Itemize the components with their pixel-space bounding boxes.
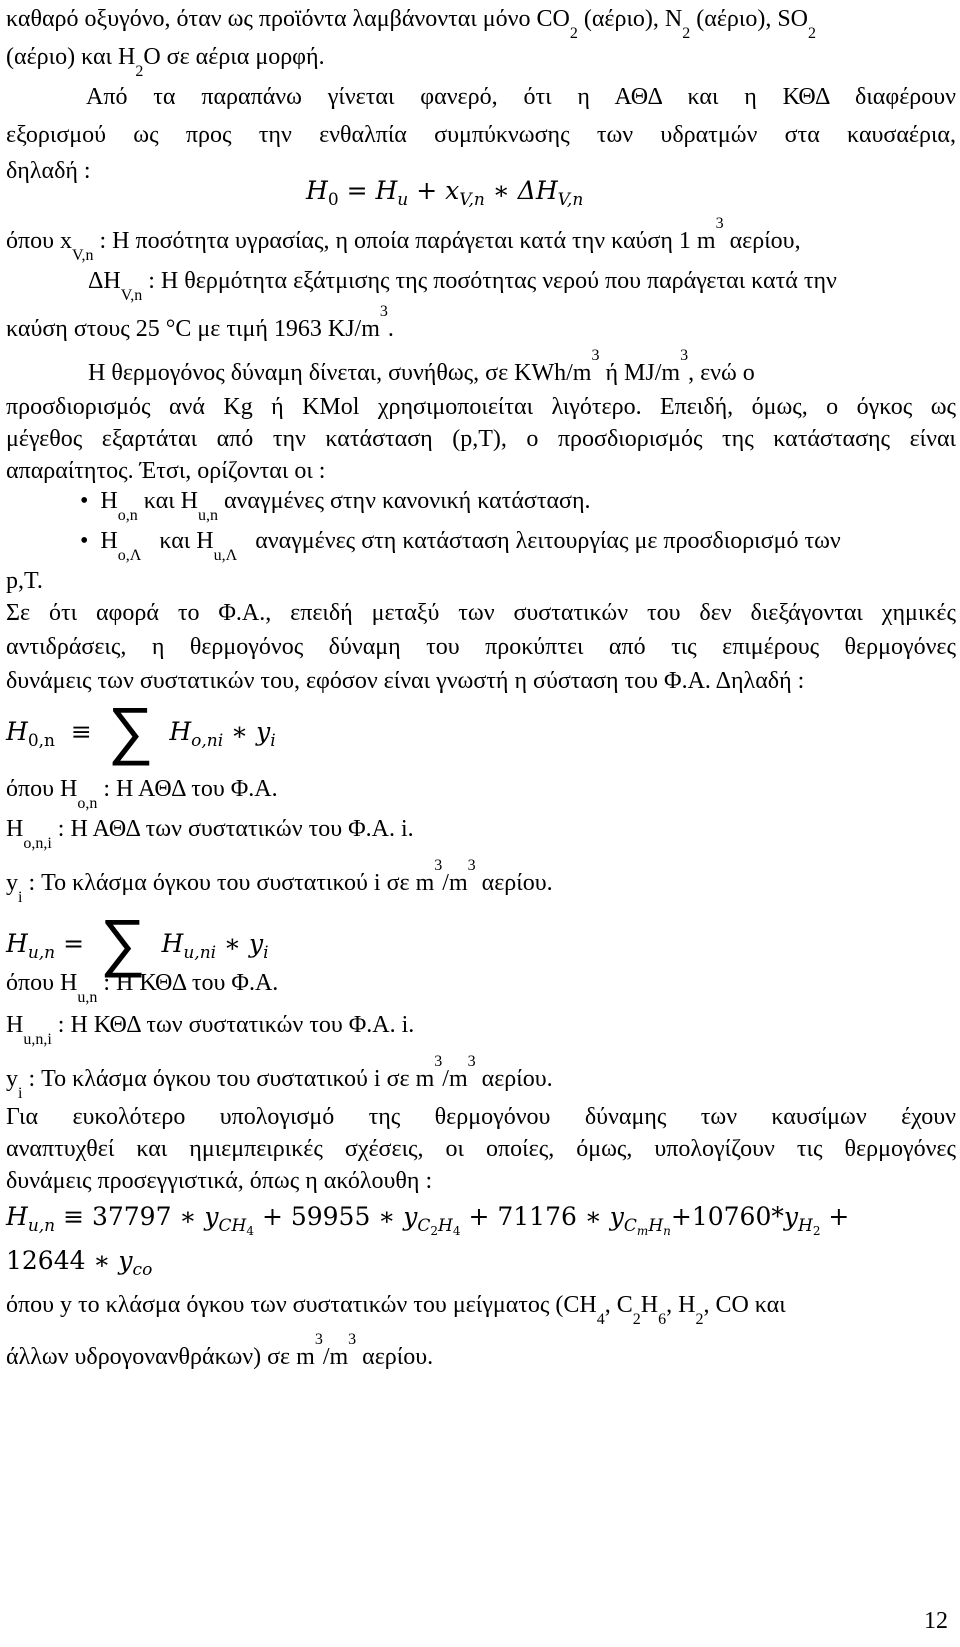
text-line: καύση στους 25 °C με τιμή 1963 $KJ/m^3$. [6,303,394,342]
text-line: άλλων υδρογονανθράκων) σε $m^3/m^3$ αερίου. [6,1331,434,1370]
equation-h0n: $H_{0,n}$ ≡ ∑ $H_{o,ni}$ ∗ $y_i$ [6,694,276,768]
text-line: εξορισμού ως προς την ενθαλπία συμπύκνωσης των υδρατμών στα καυσαέρια, [6,122,956,148]
text-line: μέγεθος εξαρτάται από την κατάσταση (p,T), ο προσδιορισμός της κατάστασης είναι [6,426,956,452]
text-line: καθαρό οξυγόνο, όταν ως προϊόντα λαμβάνονται μόνο $CO_2$ (αέριο), $N_2$ (αέριο), $SO_2$ [6,6,816,42]
text-line: προσδιορισμός ανά Kg ή KMol χρησιμοποιείται λιγότερο. Επειδή, όμως, ο όγκος ως [6,394,956,420]
text-line: Σε ότι αφορά το Φ.Α., επειδή μεταξύ των συστατικών του δεν διεξάγονται χημικές [6,600,956,626]
page-number: 12 [924,1608,948,1634]
text-line: Για ευκολότερο υπολογισμό της θερμογόνου δύναμης των καυσίμων έχουν [6,1104,956,1130]
equation-hun-approx: $H_{u,n} \equiv 37797$ ∗ $y_{CH_4} + 59955$ ∗ $y_{C_2H_4} + 71176$ ∗ $y_{C_mH_n}+10760*y_{H_2}$ + [6,1202,850,1238]
text-line: p,T. [6,568,43,594]
equation-h0: $H_0 = H_u + x_{V,n}$ ∗ $\Delta H_{V,n}$ [306,176,584,210]
equation-hun-approx-cont: 12644 ∗ $y_{co}$ [6,1246,153,1280]
text-line: όπου y το κλάσμα όγκου των συστατικών του μείγματος ($CH_4$, $C_2H_6$, $H_2$, CO και [6,1292,786,1328]
text-line: $y_i$ : Το κλάσμα όγκου του συστατικού i σε $m^3/m^3$ αερίου. [6,857,553,906]
text-line: $\Delta H_{V,n}$ : Η θερμότητα εξάτμισης της ποσότητας νερού που παράγεται κατά την [88,268,837,304]
text-line: δηλαδή : [6,158,91,184]
text-line: όπου $x_{V,n}$ : Η ποσότητα υγρασίας, η οποία παράγεται κατά την καύση 1 $m^3$ αερίου, [6,215,801,264]
text-line: απαραίτητος. Έτσι, ορίζονται οι : [6,458,326,484]
bullet-item: • $H_{o,n}$ και $H_{u,n}$ αναγμένες στην κανονική κατάσταση. [80,488,591,524]
text-line: δυνάμεις προσεγγιστικά, όπως η ακόλουθη : [6,1168,433,1194]
text-line: αντιδράσεις, η θερμογόνος δύναμη του προκύπτει από τις επιμέρους θερμογόνες [6,634,956,660]
text-line: αναπτυχθεί και ημιεμπειρικές σχέσεις, οι οποίες, όμως, υπολογίζουν τις θερμογόνες [6,1136,956,1162]
text-line: όπου $H_{o,n}$ : Η ΑΘΔ του Φ.Α. [6,776,278,812]
text-line: $H_{u,n,i}$ : Η ΚΘΔ των συστατικών του Φ.Α. i. [6,1012,415,1048]
text-line: όπου $H_{u,n}$ : Η ΚΘΔ του Φ.Α. [6,970,279,1006]
text-line: Από τα παραπάνω γίνεται φανερό, ότι η ΑΘΔ και η ΚΘΔ διαφέρουν [86,84,956,110]
bullet-item: • $H_{o,\Lambda}$ και $H_{u,\Lambda}$ αναγμένες στη κατάσταση λειτουργίας με προσδιορισμό των [80,528,841,564]
text-line: (αέριο) και $H_2O$ σε αέρια μορφή. [6,44,325,80]
equation-hun: $H_{u,n}$ = ∑ $H_{u,ni}$ ∗ $y_i$ [6,906,269,980]
text-line: $H_{o,n,i}$ : Η ΑΘΔ των συστατικών του Φ.Α. i. [6,816,414,852]
text-line: δυνάμεις των συστατικών του, εφόσον είναι γνωστή η σύσταση του Φ.Α. Δηλαδή : [6,668,805,694]
text-line: $y_i$ : Το κλάσμα όγκου του συστατικού i σε $m^3/m^3$ αερίου. [6,1053,553,1102]
text-line: Η θερμογόνος δύναμη δίνεται, συνήθως, σε KWh/$m^3$ ή $MJ/m^3$, ενώ ο [88,347,755,386]
